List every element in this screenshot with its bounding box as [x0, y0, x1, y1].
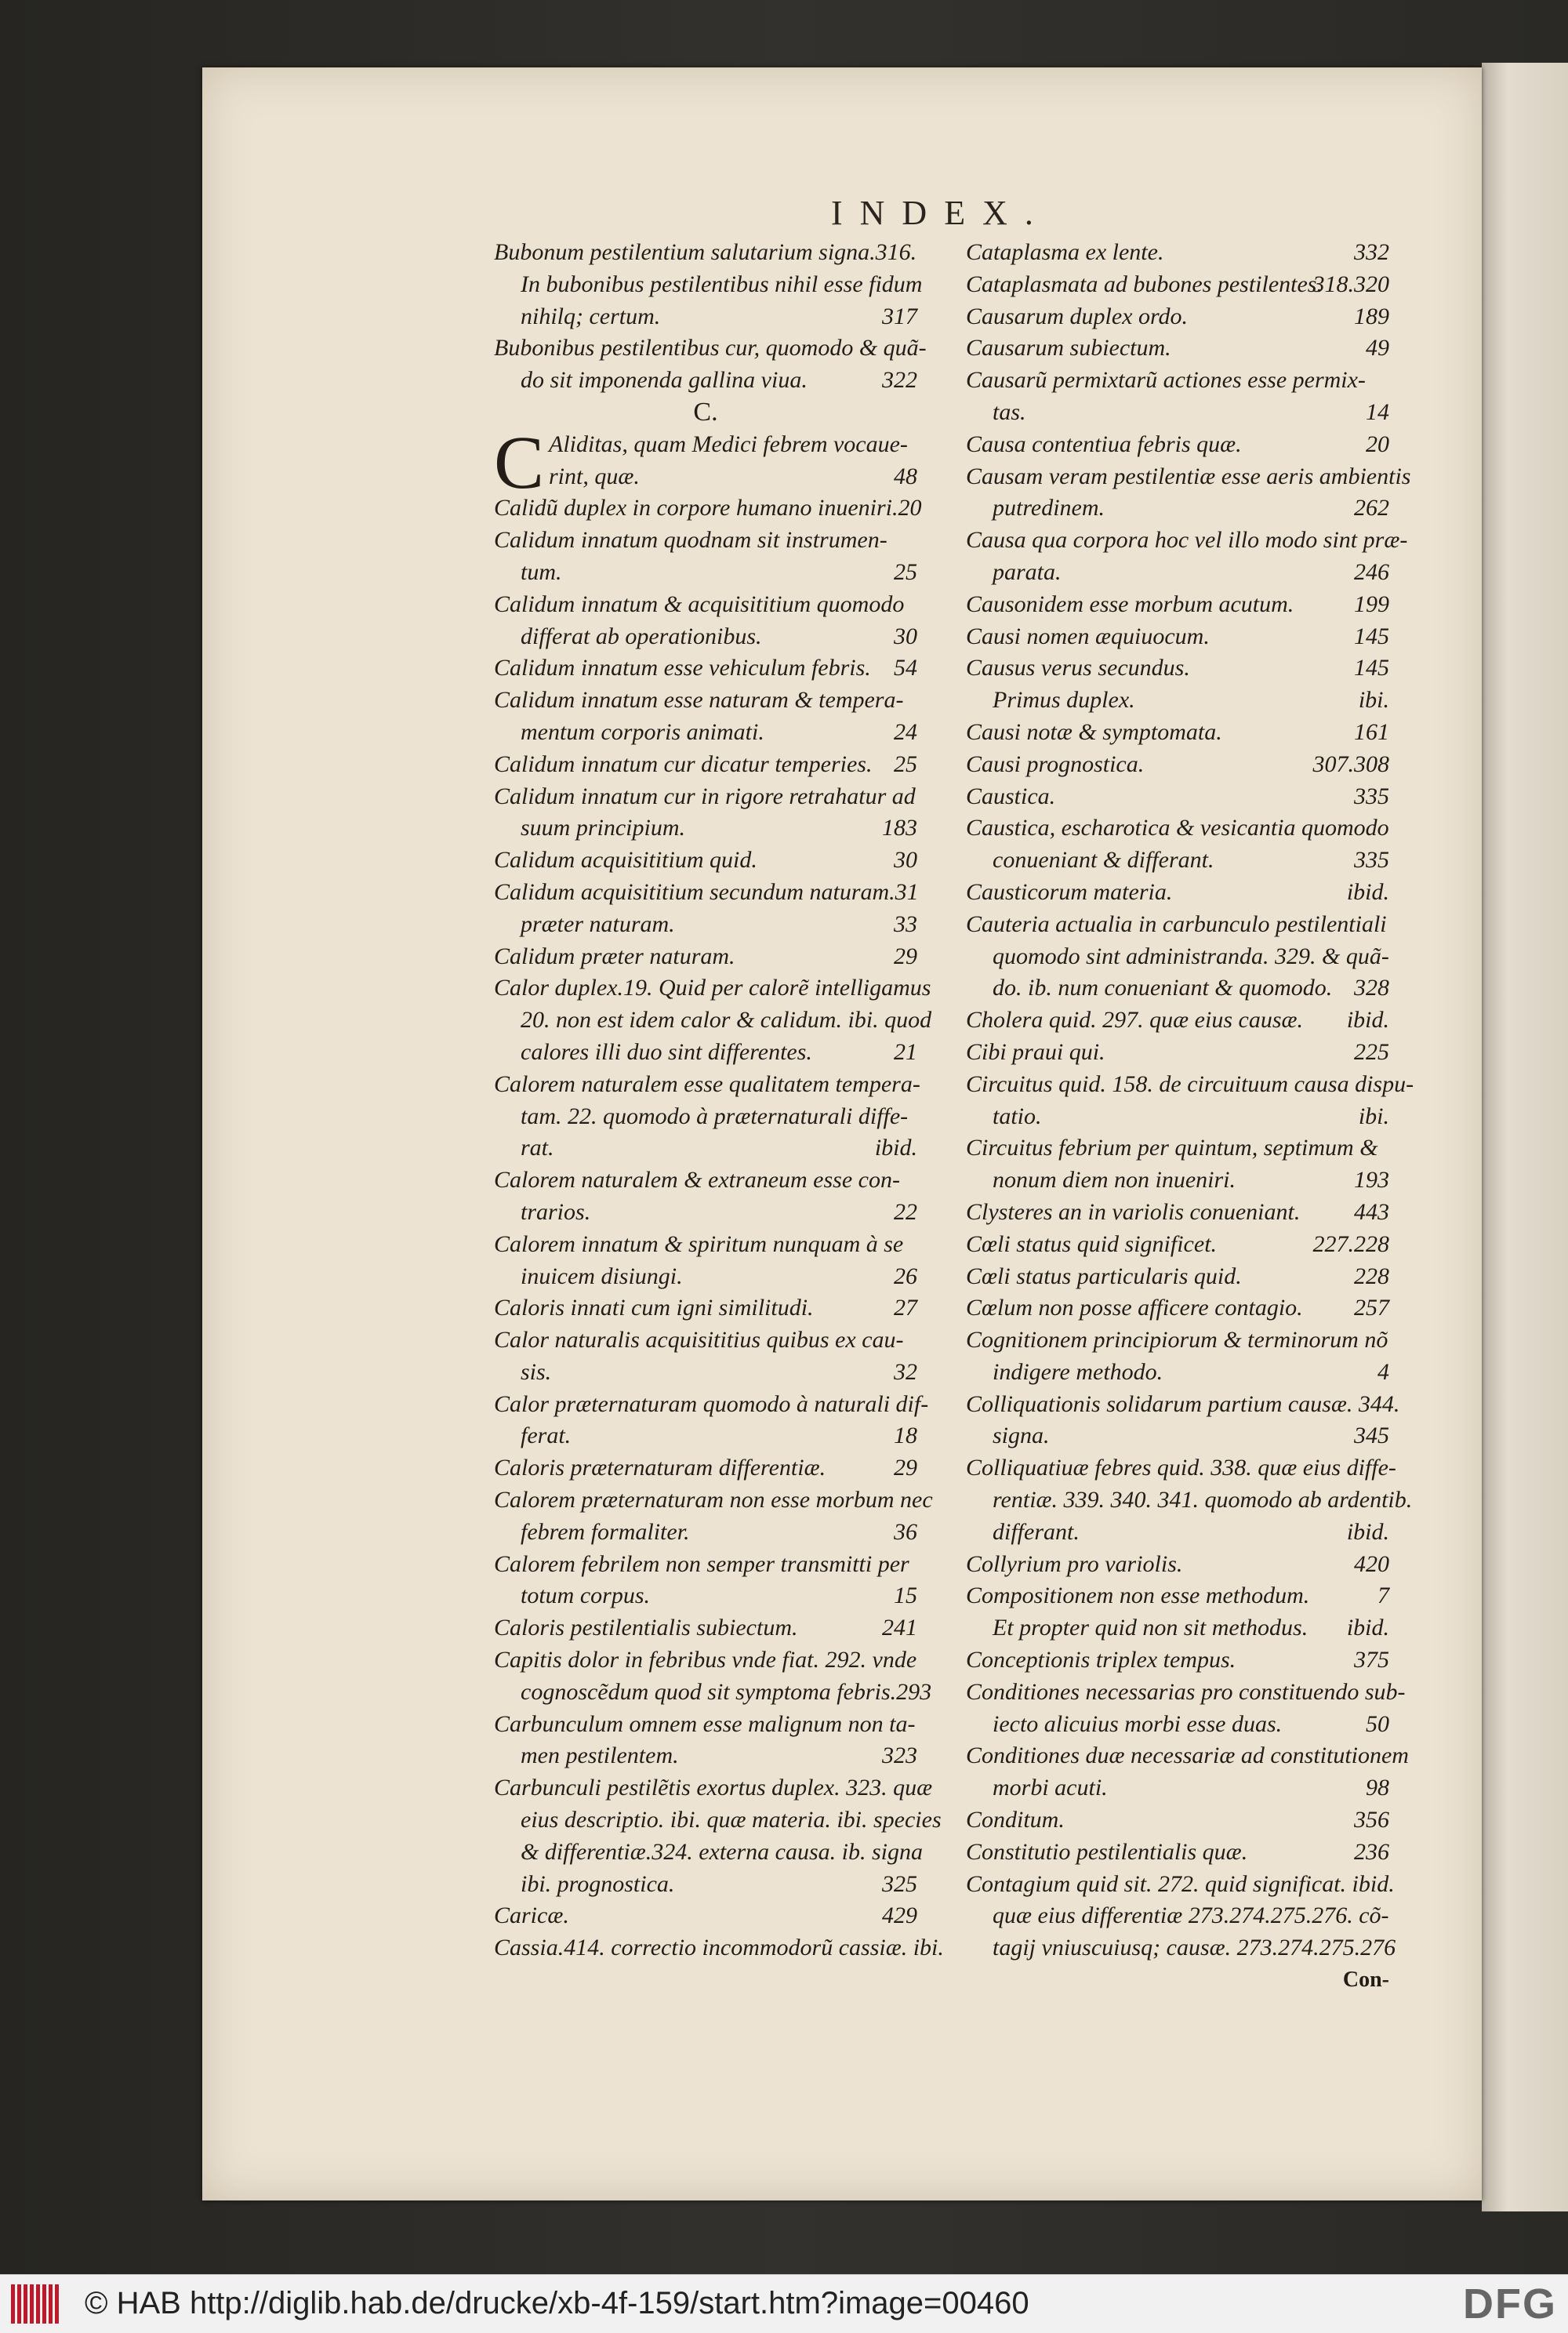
index-column-right	[966, 237, 1414, 1997]
logo-stripe	[24, 2284, 27, 2324]
entry-text: Cassia.414. correctio incommodorũ cassiæ. ibi.	[494, 1935, 944, 1961]
entry-page: ibid.	[1346, 1615, 1389, 1641]
entry-text: men pestilentem.	[521, 1742, 679, 1769]
index-entry	[494, 1709, 917, 1741]
entry-text: Conditiones necessarias pro constituendo sub-	[966, 1678, 1406, 1705]
entry-page: 145	[1354, 655, 1389, 681]
entry-page: 241	[882, 1615, 917, 1641]
entry-text: ferat.	[521, 1423, 572, 1449]
logo-stripe	[42, 2284, 46, 2324]
index-entry	[494, 845, 917, 877]
entry-page: 318.320	[1312, 271, 1389, 297]
entry-text: Calorem febrilem non semper transmitti per	[494, 1550, 909, 1577]
index-entry	[494, 1452, 917, 1484]
catchword	[966, 1964, 1389, 1997]
entry-text: Calidum innatum esse naturam & tempera-	[494, 687, 904, 714]
index-entry	[966, 1932, 1396, 1964]
index-entry	[494, 1612, 917, 1644]
entry-page: 225	[1354, 1038, 1389, 1065]
entry-text: Carbunculum omnem esse malignum non ta-	[494, 1710, 916, 1737]
entry-text: parata.	[993, 558, 1062, 585]
index-entry	[494, 972, 931, 1005]
index-entry	[494, 1772, 933, 1804]
index-entry	[966, 1261, 1389, 1293]
entry-text: inuicem disiungi.	[521, 1263, 683, 1289]
entry-page: 98	[1366, 1775, 1389, 1801]
entry-text: Collyrium pro variolis.	[966, 1550, 1183, 1577]
entry-text: conueniant & differant.	[993, 847, 1214, 874]
index-entry	[494, 877, 917, 909]
index-entry	[966, 1005, 1389, 1037]
index-entry	[966, 621, 1389, 653]
entry-text: Calidum innatum cur in rigore retrahatur ad	[494, 783, 916, 809]
entry-text: Causi prognostica.	[966, 750, 1145, 777]
entry-text: totum corpus.	[521, 1583, 650, 1609]
entry-text: & differentiæ.324. externa causa. ib. signa	[521, 1838, 924, 1865]
entry-text: tatio.	[993, 1103, 1042, 1129]
entry-text: Primus duplex.	[993, 687, 1135, 714]
entry-text: Causus verus secundus.	[966, 655, 1190, 681]
entry-page: 54	[894, 655, 917, 681]
index-entry	[966, 1292, 1389, 1325]
entry-page: 307.308	[1312, 750, 1389, 777]
entry-text: Calorem naturalem & extraneum esse con-	[494, 1167, 900, 1194]
index-entry	[494, 1101, 917, 1133]
index-entry	[966, 972, 1389, 1005]
index-entry	[494, 621, 917, 653]
index-entry	[966, 1484, 1413, 1517]
entry-text: Cœli status quid significet.	[966, 1230, 1218, 1257]
catchword-text: Con-	[1342, 1968, 1389, 1993]
entry-page: ibi.	[1358, 687, 1389, 714]
entry-text: febrem formaliter.	[521, 1518, 690, 1545]
entry-text: Cholera quid. 297. quæ eius causæ.	[966, 1007, 1304, 1034]
entry-text: indigere methodo.	[993, 1358, 1163, 1385]
entry-text: Bubonum pestilentium salutarium signa.316.	[494, 239, 917, 265]
index-entry	[494, 812, 917, 845]
entry-text: Calidum innatum & acquisititium quomodo	[494, 591, 905, 617]
entry-page: 262	[1354, 495, 1389, 521]
index-entry	[966, 461, 1411, 493]
entry-text: Carbunculi pestilẽtis exortus duplex. 323. quæ	[494, 1775, 933, 1801]
index-entry	[966, 429, 1389, 461]
index-entry	[494, 461, 917, 493]
entry-text: Causticorum materia.	[966, 878, 1173, 905]
entry-text: nihilq; certum.	[521, 303, 661, 329]
index-entry	[494, 1804, 942, 1837]
logo-stripe	[36, 2284, 40, 2324]
index-entry	[494, 749, 917, 781]
index-entry	[494, 1517, 917, 1549]
entry-text: Caustica, escharotica & vesicantia quomodo	[966, 815, 1389, 841]
entry-page: 227.228	[1312, 1230, 1389, 1257]
entry-text: ibi. prognostica.	[521, 1870, 675, 1897]
index-entry	[494, 652, 917, 685]
entry-text: differat ab operationibus.	[521, 623, 762, 649]
entry-page: 199	[1354, 591, 1389, 617]
entry-text: Cœlum non posse afficere contagio.	[966, 1295, 1303, 1321]
index-entry	[966, 1197, 1389, 1229]
entry-text: tas.	[993, 398, 1026, 425]
entry-text: quomodo sint administranda. 329. & quã-	[993, 943, 1389, 969]
entry-text: Calorem innatum & spiritum nunquam à se	[494, 1230, 904, 1257]
logo-stripe	[30, 2284, 34, 2324]
entry-text: signa.	[993, 1423, 1050, 1449]
index-entry	[494, 269, 923, 301]
entry-page: 322	[882, 367, 917, 394]
entry-text: rat.	[521, 1135, 554, 1161]
entry-text: Caustica.	[966, 783, 1056, 809]
entry-text: Causa qua corpora hoc vel illo modo sint præ-	[966, 527, 1408, 554]
entry-page: 335	[1354, 847, 1389, 874]
entry-text: Circuitus quid. 158. de circuituum causa dispu-	[966, 1070, 1414, 1097]
entry-text: Colliquationis solidarum partium causæ. 344.	[966, 1390, 1400, 1417]
index-entry	[966, 1580, 1389, 1612]
entry-text: Constitutio pestilentialis quæ.	[966, 1838, 1248, 1865]
entry-page: 375	[1354, 1647, 1389, 1673]
entry-page: 335	[1354, 783, 1389, 809]
entry-page: 14	[1366, 398, 1389, 425]
index-entry	[494, 1357, 917, 1389]
drop-cap: C	[494, 420, 545, 504]
entry-page: 30	[894, 623, 917, 649]
entry-text: suum principium.	[521, 815, 685, 841]
entry-text: Circuitus febrium per quintum, septimum &	[966, 1135, 1378, 1161]
index-entry	[494, 1740, 917, 1772]
entry-page: 356	[1354, 1807, 1389, 1833]
entry-text: C.	[693, 397, 718, 427]
index-entry	[966, 1677, 1406, 1709]
entry-page: 246	[1354, 558, 1389, 585]
index-entry	[966, 1837, 1389, 1869]
index-entry	[494, 1837, 924, 1869]
index-entry	[966, 1037, 1389, 1069]
entry-text: Causi notæ & symptomata.	[966, 718, 1222, 745]
entry-page: ibid.	[1346, 878, 1389, 905]
index-entry	[966, 812, 1389, 845]
index-entry	[966, 1101, 1389, 1133]
adjacent-page-edge	[1482, 63, 1568, 2211]
entry-text: Contagium quid sit. 272. quid significat. ibid.	[966, 1870, 1395, 1897]
index-entry	[494, 1165, 917, 1197]
index-entry	[494, 1644, 917, 1677]
index-entry	[966, 589, 1389, 621]
entry-text: Calidum innatum cur dicatur temperies.	[494, 750, 873, 777]
index-entry	[966, 1357, 1389, 1389]
index-entry	[494, 941, 917, 973]
index-column-left	[494, 237, 944, 1964]
index-entry	[966, 557, 1389, 589]
index-entry	[966, 1452, 1396, 1484]
index-entry	[966, 1612, 1389, 1644]
index-entry	[494, 1484, 933, 1517]
entry-page: 189	[1354, 303, 1389, 329]
entry-text: Causarum duplex ordo.	[966, 303, 1189, 329]
entry-text: Calorem naturalem esse qualitatem tempera-	[494, 1070, 920, 1097]
entry-text: Et propter quid non sit methodus.	[993, 1615, 1308, 1641]
entry-text: In bubonibus pestilentibus nihil esse fidum	[521, 271, 923, 297]
entry-page: 30	[894, 847, 917, 874]
entry-text: Causi nomen æquiuocum.	[966, 623, 1210, 649]
index-entry	[966, 941, 1389, 973]
entry-page: 429	[882, 1902, 917, 1929]
entry-text: Calor duplex.19. Quid per calorẽ intelligamus	[494, 975, 931, 1001]
entry-page: 183	[882, 815, 917, 841]
entry-text: do. ib. num conueniant & quomodo.	[993, 975, 1333, 1001]
logo-stripe	[11, 2284, 15, 2324]
entry-page: 33	[894, 910, 917, 937]
dfg-logo: DFG	[1463, 2280, 1557, 2328]
entry-page: ibid.	[1346, 1007, 1389, 1034]
entry-text: mentum corporis animati.	[521, 718, 764, 745]
index-entry	[966, 1869, 1395, 1901]
entry-text: Calidum acquisititium quid.	[494, 847, 757, 874]
index-entry	[966, 845, 1389, 877]
entry-page: 325	[882, 1870, 917, 1897]
entry-page: 193	[1354, 1167, 1389, 1194]
index-entry	[966, 1644, 1389, 1677]
index-entry	[494, 237, 917, 269]
entry-page: 4	[1377, 1358, 1389, 1385]
entry-page: 228	[1354, 1263, 1389, 1289]
entry-text: differant.	[993, 1518, 1080, 1545]
entry-text: Calidum innatum quodnam sit instrumen-	[494, 527, 887, 554]
entry-page: 24	[894, 718, 917, 745]
entry-text: iecto alicuius morbi esse duas.	[993, 1710, 1283, 1737]
index-entry	[966, 1900, 1389, 1932]
index-entry	[494, 1549, 917, 1581]
entry-text: calores illi duo sint differentes.	[521, 1038, 812, 1065]
entry-text: Colliquatiuæ febres quid. 338. quæ eius diffe-	[966, 1455, 1396, 1481]
index-entry	[966, 1804, 1389, 1837]
entry-text: Cataplasma ex lente.	[966, 239, 1164, 265]
entry-text: rentiæ. 339. 340. 341. quomodo ab ardentib.	[993, 1487, 1413, 1514]
index-entry	[966, 1772, 1389, 1804]
index-entry	[966, 1165, 1389, 1197]
index-entry	[966, 1420, 1389, 1452]
entry-page: 26	[894, 1263, 917, 1289]
entry-text: Causam veram pestilentiæ esse aeris ambientis	[966, 463, 1411, 489]
index-entry	[966, 397, 1389, 429]
entry-text: rint, quæ.	[549, 463, 640, 489]
index-entry	[494, 1005, 932, 1037]
hab-logo-icon	[11, 2284, 61, 2324]
entry-page: 25	[894, 750, 917, 777]
index-entry	[494, 1197, 917, 1229]
entry-text: eius descriptio. ibi. quæ materia. ibi. species	[521, 1807, 942, 1833]
entry-page: 145	[1354, 623, 1389, 649]
entry-page: 161	[1354, 718, 1389, 745]
index-entry	[966, 877, 1389, 909]
entry-text: Capitis dolor in febribus vnde fiat. 292. vnde	[494, 1647, 917, 1673]
index-entry	[494, 1069, 920, 1101]
index-entry	[494, 1229, 917, 1261]
entry-page: 443	[1354, 1198, 1389, 1225]
index-entry	[966, 333, 1389, 365]
entry-page: 420	[1354, 1550, 1389, 1577]
entry-text: Cibi praui qui.	[966, 1038, 1105, 1065]
index-entry	[966, 1517, 1389, 1549]
index-entry	[494, 333, 927, 365]
entry-page: 49	[1366, 335, 1389, 362]
entry-text: Calidũ duplex in corpore humano inueniri.20	[494, 495, 922, 521]
entry-text: quæ eius differentiæ 273.274.275.276. cõ-	[993, 1902, 1389, 1929]
entry-page: 20	[1366, 431, 1389, 457]
entry-page: 21	[894, 1038, 917, 1065]
index-entry	[494, 397, 917, 429]
entry-text: Caloris pestilentialis subiectum.	[494, 1615, 798, 1641]
entry-page: 32	[894, 1358, 917, 1385]
entry-text: Conditum.	[966, 1807, 1065, 1833]
index-entry	[494, 685, 917, 717]
index-entry	[966, 525, 1408, 557]
entry-text: Bubonibus pestilentibus cur, quomodo & quã-	[494, 335, 927, 362]
entry-text: Causarum subiectum.	[966, 335, 1171, 362]
index-entry	[494, 1580, 917, 1612]
entry-text: Caloris præternaturam differentiæ.	[494, 1455, 826, 1481]
entry-page: 27	[894, 1295, 917, 1321]
entry-text: Calorem præternaturam non esse morbum nec	[494, 1487, 933, 1514]
index-entry	[494, 365, 917, 397]
entry-text: trarios.	[521, 1198, 591, 1225]
entry-page: 48	[894, 463, 917, 489]
logo-stripe	[55, 2284, 59, 2324]
credit-link[interactable]: © HAB http://diglib.hab.de/drucke/xb-4f-159/start.htm?image=00460	[85, 2286, 1029, 2320]
entry-text: morbi acuti.	[993, 1775, 1108, 1801]
index-entry	[494, 1292, 917, 1325]
index-entry	[494, 301, 917, 333]
footer-bar	[0, 2274, 1568, 2333]
index-entry	[494, 1132, 917, 1165]
entry-text: Aliditas, quam Medici febrem vocaue-	[549, 431, 908, 457]
entry-text: sis.	[521, 1358, 552, 1385]
entry-text: nonum diem non inueniri.	[993, 1167, 1236, 1194]
entry-page: 22	[894, 1198, 917, 1225]
index-entry	[494, 1389, 929, 1421]
index-entry	[966, 717, 1389, 749]
entry-text: putredinem.	[993, 495, 1105, 521]
entry-page: 236	[1354, 1838, 1389, 1865]
entry-page: 323	[882, 1742, 917, 1769]
index-entry	[966, 685, 1389, 717]
entry-page: 25	[894, 558, 917, 585]
entry-text: Calidum præter naturam.	[494, 943, 735, 969]
index-entry	[966, 365, 1389, 397]
index-entry	[966, 1549, 1389, 1581]
entry-page: 18	[894, 1423, 917, 1449]
entry-page: 29	[894, 943, 917, 969]
index-entry	[966, 749, 1389, 781]
index-entry	[966, 1389, 1400, 1421]
entry-page: 332	[1354, 239, 1389, 265]
entry-text: Compositionem non esse methodum.	[966, 1583, 1310, 1609]
entry-text: tam. 22. quomodo à præternaturali diffe-	[521, 1103, 909, 1129]
entry-text: Cœli status particularis quid.	[966, 1263, 1242, 1289]
entry-text: Calidum acquisititium secundum naturam.31	[494, 878, 919, 905]
entry-text: Calidum innatum esse vehiculum febris.	[494, 655, 871, 681]
entry-text: Cauteria actualia in carbunculo pestilentiali	[966, 910, 1387, 937]
index-entry	[494, 1869, 917, 1901]
entry-page: 317	[882, 303, 917, 329]
index-entry	[494, 1420, 917, 1452]
entry-text: tagij vniuscuiusq; causæ. 273.274.275.276	[993, 1935, 1396, 1961]
index-entry	[494, 909, 917, 941]
entry-text: Conceptionis triplex tempus.	[966, 1647, 1236, 1673]
index-entry	[966, 269, 1389, 301]
index-entry	[494, 557, 917, 589]
entry-text: Caricæ.	[494, 1902, 569, 1929]
entry-page: ibi.	[1358, 1103, 1389, 1129]
index-entry	[966, 909, 1389, 941]
entry-text: tum.	[521, 558, 562, 585]
entry-page: ibid.	[874, 1135, 917, 1161]
index-entry	[966, 1069, 1414, 1101]
entry-page: 345	[1354, 1423, 1389, 1449]
index-entry	[494, 1037, 917, 1069]
entry-text: Causarũ permixtarũ actiones esse permix-	[966, 367, 1366, 394]
index-entry	[966, 1229, 1389, 1261]
entry-page: 50	[1366, 1710, 1389, 1737]
index-entry	[494, 1325, 917, 1357]
index-entry	[966, 781, 1389, 813]
entry-text: do sit imponenda gallina viua.	[521, 367, 808, 394]
index-entry	[494, 717, 917, 749]
index-entry	[966, 301, 1389, 333]
entry-text: Clysteres an in variolis conueniant.	[966, 1198, 1301, 1225]
index-entry	[966, 1325, 1389, 1357]
index-entry	[494, 429, 917, 461]
page-title: INDEX.	[831, 194, 1051, 232]
index-entry	[494, 525, 917, 557]
index-entry	[494, 1261, 917, 1293]
entry-page: 328	[1354, 975, 1389, 1001]
entry-text: Cognitionem principiorum & terminorum nõ	[966, 1327, 1388, 1354]
entry-text: cognoscẽdum quod sit symptoma febris.293	[521, 1678, 932, 1705]
index-entry	[966, 652, 1389, 685]
entry-page: ibid.	[1346, 1518, 1389, 1545]
entry-page: 36	[894, 1518, 917, 1545]
index-entry	[494, 589, 917, 621]
index-entry	[966, 1709, 1389, 1741]
entry-text: 20. non est idem calor & calidum. ibi. quod	[521, 1007, 932, 1034]
index-entry	[966, 1132, 1389, 1165]
entry-text: Conditiones duæ necessariæ ad constitutionem	[966, 1742, 1409, 1769]
entry-text: Causonidem esse morbum acutum.	[966, 591, 1294, 617]
entry-text: Calor præternaturam quomodo à naturali dif-	[494, 1390, 929, 1417]
index-entry	[494, 492, 922, 525]
entry-text: Cataplasmata ad bubones pestilentes.	[966, 271, 1323, 297]
entry-page: 29	[894, 1455, 917, 1481]
entry-text: præter naturam.	[521, 910, 675, 937]
index-entry	[966, 1740, 1409, 1772]
logo-stripe	[17, 2284, 21, 2324]
entry-page: 15	[894, 1583, 917, 1609]
index-entry	[966, 492, 1389, 525]
index-entry	[494, 1677, 932, 1709]
index-entry	[494, 1932, 944, 1964]
entry-text: Causa contentiua febris quæ.	[966, 431, 1242, 457]
entry-text: Calor naturalis acquisititius quibus ex cau-	[494, 1327, 904, 1354]
logo-stripe	[49, 2284, 53, 2324]
entry-page: 7	[1377, 1583, 1389, 1609]
entry-text: Caloris innati cum igni similitudi.	[494, 1295, 814, 1321]
index-entry	[966, 237, 1389, 269]
index-entry	[494, 1900, 917, 1932]
entry-page: 257	[1354, 1295, 1389, 1321]
index-entry	[494, 781, 917, 813]
